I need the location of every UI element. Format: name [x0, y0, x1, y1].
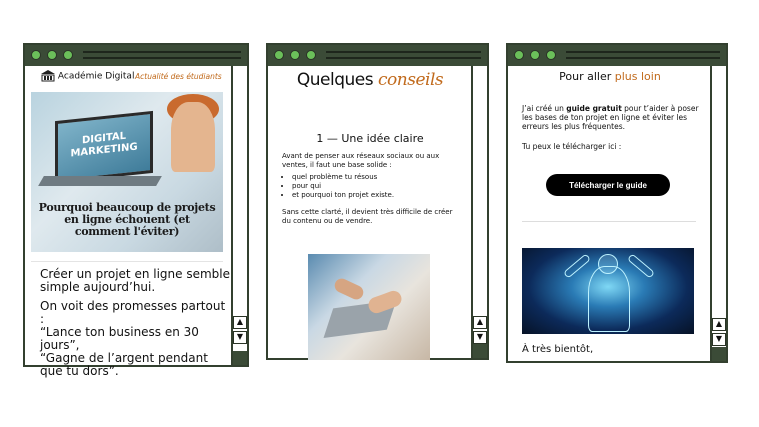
titlebar-line	[566, 51, 720, 53]
screen-text: DIGITAL MARKETING	[70, 130, 138, 160]
window-titlebar	[25, 45, 247, 66]
scroll-up-button[interactable]: ▲	[712, 318, 726, 331]
window-content	[508, 66, 710, 361]
window-content	[268, 66, 471, 358]
vertical-scrollbar[interactable]	[710, 66, 726, 361]
titlebar-line	[566, 57, 720, 59]
subsection-heading: 1 — Une idée claire	[316, 132, 424, 145]
divider	[31, 261, 223, 262]
academy-logo-icon	[41, 70, 55, 82]
titlebar-line	[83, 57, 241, 59]
window-content	[25, 66, 231, 378]
article-title: Pourquoi beaucoup de projets en ligne échouent (et comment l'éviter)	[38, 201, 216, 238]
article-body	[40, 268, 230, 378]
outro-text: Sans cette clarté, il devient très difficile de créer du contenu ou de vendre.	[282, 208, 453, 225]
intro-text: Avant de penser aux réseaux sociaux ou aux ventes, il faut une base solide :	[282, 152, 440, 169]
figure-arm	[563, 253, 591, 278]
titlebar-line	[326, 57, 481, 59]
ai-figure-image	[522, 248, 694, 334]
figure-body	[588, 266, 630, 332]
window-titlebar	[268, 45, 487, 66]
scroll-down-button[interactable]: ▼	[473, 331, 487, 344]
download-hint: Tu peux le télécharger ici :	[522, 142, 622, 151]
window-dot-icon[interactable]	[546, 50, 556, 60]
hand-shape	[332, 276, 365, 301]
list-item: • et pourquoi ton projet existe.	[292, 191, 462, 200]
scroll-corner	[233, 351, 247, 365]
vertical-scrollbar[interactable]	[231, 66, 247, 365]
hero-image	[31, 92, 223, 252]
list-item: • quel problème tu résous	[292, 173, 462, 182]
text-bold: guide gratuit	[566, 104, 622, 113]
paragraph: Créer un projet en ligne semble simple aujourd’hui.	[40, 267, 231, 294]
section-title	[508, 70, 712, 83]
person-figure	[171, 102, 215, 172]
title-accent: plus loin	[614, 70, 661, 83]
brand-name: Académie Digital	[57, 71, 135, 82]
divider	[522, 221, 696, 222]
window-dot-icon[interactable]	[514, 50, 524, 60]
list-item: • pour qui	[292, 182, 462, 191]
article-window-1	[23, 43, 249, 378]
paragraph-line: “Gagne de l’argent pendant que tu dors”.	[40, 351, 208, 378]
window-dot-icon[interactable]	[290, 50, 300, 60]
window-dot-icon[interactable]	[31, 50, 41, 60]
paragraph-line: On voit des promesses partout :	[40, 299, 226, 326]
section-title	[268, 70, 472, 90]
scroll-up-button[interactable]: ▲	[473, 316, 487, 329]
paragraph	[40, 300, 230, 378]
tips-list	[282, 173, 462, 200]
window-titlebar	[508, 45, 726, 66]
closing-text: À très bientôt,	[522, 344, 594, 355]
article-window-2	[266, 43, 489, 360]
tips-body	[282, 152, 462, 226]
laptop-photo	[308, 254, 430, 360]
laptop-base	[38, 176, 162, 186]
titlebar-line	[83, 51, 241, 53]
title-part: Quelques	[296, 70, 374, 90]
titlebar-line	[326, 51, 481, 53]
text-part: pour t’aider à poser les bases de ton projet en ligne et éviter les erreurs les plus fréquentes.	[522, 104, 699, 131]
window-dot-icon[interactable]	[530, 50, 540, 60]
scroll-down-button[interactable]: ▼	[712, 333, 726, 346]
guide-paragraph	[522, 104, 702, 131]
brand-header	[41, 70, 134, 82]
text-part: J’ai créé un	[522, 104, 564, 113]
figure-arm	[627, 253, 655, 278]
window-dot-icon[interactable]	[47, 50, 57, 60]
laptop-screen	[55, 111, 153, 183]
paragraph-line: “Lance ton business en 30 jours”,	[40, 325, 199, 352]
category-link[interactable]: Actualité des étudiants	[135, 72, 222, 81]
vertical-scrollbar[interactable]	[471, 66, 487, 358]
download-guide-button[interactable]: Télécharger le guide	[546, 174, 670, 196]
title-part: Pour aller	[559, 70, 612, 83]
scroll-down-button[interactable]: ▼	[233, 331, 247, 344]
window-dot-icon[interactable]	[63, 50, 73, 60]
scroll-corner	[712, 347, 726, 361]
article-window-3	[506, 43, 728, 363]
title-accent: conseils	[378, 70, 444, 90]
scroll-up-button[interactable]: ▲	[233, 316, 247, 329]
window-dot-icon[interactable]	[306, 50, 316, 60]
window-dot-icon[interactable]	[274, 50, 284, 60]
scroll-corner	[473, 344, 487, 358]
